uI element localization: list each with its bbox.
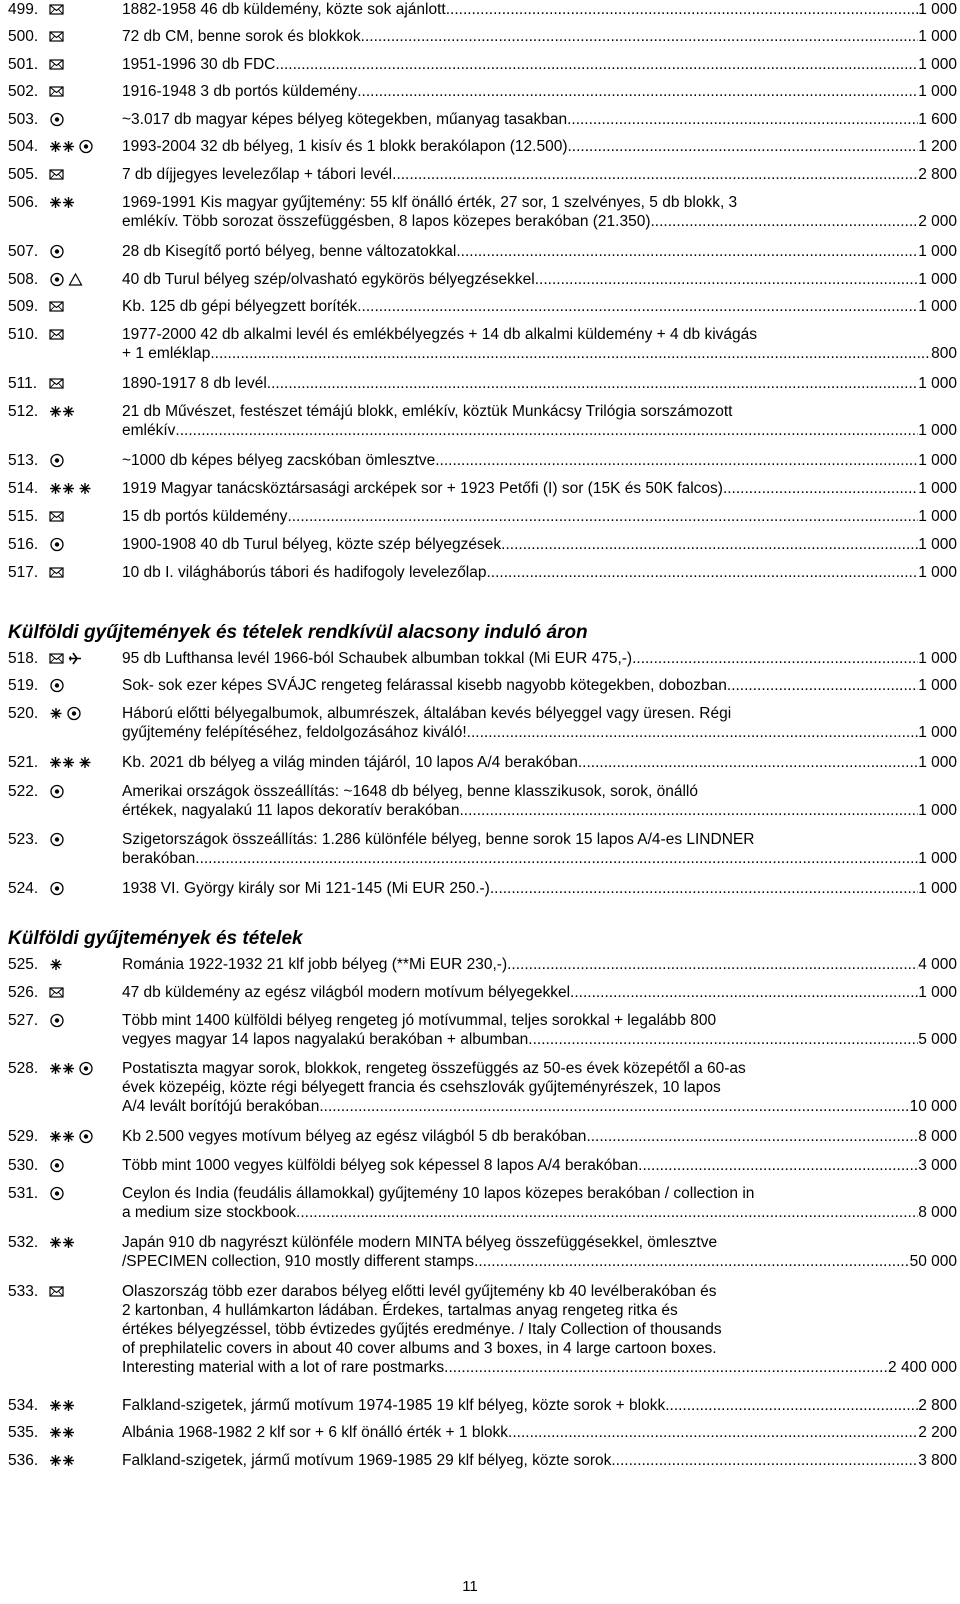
lot-description-line: a medium size stockbook (122, 1204, 297, 1221)
lot-number: 525. (8, 956, 39, 973)
lot-number: 505. (8, 166, 39, 183)
condition-icons (49, 677, 68, 694)
dot-leader (723, 479, 918, 498)
lot-description (122, 55, 957, 74)
lot-description (122, 1011, 957, 1049)
lot-number: 529. (8, 1128, 39, 1145)
dot-leader (449, 1358, 889, 1377)
lot-description-line: évek közepéig, közte régi bélyegett francia és csehszlovák gyűjteményrészek, 10 lapos (122, 1079, 721, 1096)
dot-leader (456, 242, 918, 261)
lot-description-line: Ceylon és India (feudális államokkal) gyűjtemény 10 lapos közepes berakóban / collection in (122, 1185, 755, 1202)
condition-icons (49, 138, 97, 155)
lot-description (122, 1282, 957, 1377)
lot-description-line: 1919 Magyar tanácsköztársasági arcképek sor + 1923 Petőfi (I) sor (15K és 50K falcos) (122, 480, 723, 497)
lot-description-line: Postatiszta magyar sorok, blokkok, rengeteg összefüggés az 50-es évek közepétől a 60-as (122, 1060, 746, 1077)
dot-leader (567, 110, 918, 129)
lot-price: 8 000 (918, 1204, 957, 1221)
lot-description (122, 507, 957, 526)
lot-number: 513. (8, 452, 39, 469)
lot-price: 2 000 (918, 213, 957, 230)
lot-description (122, 137, 957, 156)
mint-stamp-icon (49, 1060, 75, 1076)
condition-icons (49, 1128, 97, 1145)
lot-price: 2 400 000 (888, 1359, 957, 1376)
dot-leader (275, 55, 918, 74)
dot-leader (632, 649, 918, 668)
dot-leader (490, 879, 918, 898)
lot-price: 50 000 (909, 1253, 957, 1270)
lot-description-line: ~3.017 db magyar képes bélyeg kötegekben, műanyag tasakban (122, 111, 568, 128)
lot-number: 518. (8, 650, 39, 667)
condition-icons (49, 243, 68, 260)
lot-price: 2 800 (918, 166, 957, 183)
lot-number: 511. (8, 375, 38, 392)
lot-price: 800 (931, 345, 957, 362)
lot-description-line: Kb 2.500 vegyes motívum bélyeg az egész világból 5 db berakóban (122, 1128, 587, 1145)
lot-number: 517. (8, 564, 39, 581)
lot-number: 535. (8, 1424, 39, 1441)
hinged-stamp-icon (78, 480, 92, 496)
lot-price: 5 000 (918, 1031, 957, 1048)
lot-number: 502. (8, 83, 39, 100)
mint-stamp-icon (49, 754, 75, 770)
lot-price: 1 000 (918, 452, 957, 469)
lot-number: 501. (8, 56, 39, 73)
lot-number: 531. (8, 1185, 39, 1202)
lot-description (122, 1451, 957, 1470)
lot-number: 514. (8, 480, 39, 497)
dot-leader (535, 270, 918, 289)
lot-description-line: Kb. 125 db gépi bélyegzett boríték (122, 298, 358, 315)
lot-price: 1 000 (918, 880, 957, 897)
lot-description-line: of prephilatelic covers in about 40 cover albums and 3 boxes, in 4 large cartoon boxes. (122, 1340, 717, 1357)
lot-description (122, 1396, 957, 1415)
mint-stamp-icon (49, 480, 75, 496)
mint-stamp-icon (49, 1452, 75, 1468)
dot-leader (650, 212, 918, 231)
lot-description (122, 983, 957, 1002)
lot-number: 527. (8, 1012, 39, 1029)
lot-description (122, 704, 957, 742)
lot-number: 504. (8, 138, 39, 155)
lot-description (122, 753, 957, 772)
lot-number: 522. (8, 783, 39, 800)
airmail-plane-icon (67, 650, 83, 666)
lot-price: 1 000 (918, 271, 957, 288)
lot-price: 2 800 (918, 1397, 957, 1414)
lot-description-line: 21 db Művészet, festészet témájú blokk, emlékív, köztük Munkácsy Trilógia sorszámozott (122, 403, 733, 420)
lot-description (122, 270, 957, 289)
dot-leader (586, 1127, 918, 1146)
lot-price: 1 000 (918, 564, 957, 581)
lot-price: 3 000 (918, 1157, 957, 1174)
dot-leader (474, 1252, 910, 1271)
lot-number: 510. (8, 326, 39, 343)
lot-description-line: Olaszország több ezer darabos bélyeg előtti levél gyűjtemény kb 40 levélberakóban és (122, 1283, 717, 1300)
condition-icons (49, 564, 67, 581)
condition-icons (49, 536, 68, 553)
lot-description-line: 1890-1917 8 db levél (122, 375, 267, 392)
lot-description-line: Japán 910 db nagyrészt különféle modern MINTA bélyeg összefüggésekkel, ömlesztve (122, 1234, 718, 1251)
lot-description-line: A/4 levált borítójú berakóban (122, 1098, 320, 1115)
lot-price: 1 000 (918, 536, 957, 553)
lot-description (122, 402, 957, 440)
lot-description-line: 1969-1991 Kis magyar gyűjtemény: 55 klf önálló érték, 27 sor, 1 szelvényes, 5 db blokk, 3 (122, 194, 738, 211)
lot-description (122, 830, 957, 868)
condition-icons (49, 1060, 97, 1077)
lot-description-line: 28 db Kisegítő portó bélyeg, benne változatokkal (122, 243, 457, 260)
lot-description-line: /SPECIMEN collection, 910 mostly different stamps (122, 1253, 475, 1270)
lot-description (122, 479, 957, 498)
lot-number: 516. (8, 536, 39, 553)
lot-description-line: 47 db küldemény az egész világból modern motívum bélyegekkel (122, 984, 571, 1001)
dot-leader (319, 1097, 909, 1116)
lot-description-line: Több mint 1000 vegyes külföldi bélyeg sok képessel 8 lapos A/4 berakóban (122, 1157, 639, 1174)
condition-icons (49, 1185, 68, 1202)
used-stamp-icon (49, 1012, 65, 1028)
dot-leader (578, 753, 918, 772)
dot-leader (568, 137, 919, 156)
used-stamp-icon (49, 111, 65, 127)
lot-description-line: Interesting material with a lot of rare postmarks. (122, 1359, 449, 1376)
lot-description-line: Amerikai országok összeállítás: ~1648 db bélyeg, benne klasszikusok, sorok, önálló (122, 783, 698, 800)
condition-icons (49, 783, 68, 800)
dot-leader (392, 165, 918, 184)
lot-number: 528. (8, 1060, 39, 1077)
lot-description-line: Falkland-szigetek, jármű motívum 1974-1985 19 klf bélyeg, közte sorok + blokk (122, 1397, 666, 1414)
lot-description-line: + 1 emléklap (122, 345, 211, 362)
used-stamp-icon (49, 880, 65, 896)
condition-icons (49, 1012, 68, 1029)
lot-description-line: 1900-1908 40 db Turul bélyeg, közte szép bélyegzések (122, 536, 502, 553)
lot-number: 526. (8, 984, 39, 1001)
lot-description (122, 563, 957, 582)
lot-description-line: Háború előtti bélyegalbumok, albumrészek, általában kevés bélyeggel vagy üresen. Régi (122, 705, 732, 722)
lot-price: 1 000 (918, 480, 957, 497)
lot-description-line: Több mint 1400 külföldi bélyeg rengeteg jó motívummal, teljes sorokkal + legalább 800 (122, 1012, 717, 1029)
lot-description-line: értékek, nagyalakú 11 lapos dekoratív berakóban (122, 802, 460, 819)
dot-leader (267, 374, 918, 393)
used-stamp-icon (78, 1060, 94, 1076)
condition-icons (49, 452, 68, 469)
dot-leader (195, 849, 918, 868)
condition-icons (49, 1452, 78, 1469)
lot-number: 530. (8, 1157, 39, 1174)
lot-number: 536. (8, 1452, 39, 1469)
lot-description-line: ~1000 db képes bélyeg zacskóban ömlesztve (122, 452, 436, 469)
lot-description-line: Sok- sok ezer képes SVÁJC rengeteg felárassal kisebb nagyobb kötegekben, dobozban (122, 677, 727, 694)
envelope-icon (49, 28, 64, 44)
condition-icons (49, 28, 67, 45)
lot-description-line: 1951-1996 30 db FDC (122, 56, 276, 73)
lot-description (122, 955, 957, 974)
lot-description (122, 242, 957, 261)
used-stamp-icon (78, 1128, 94, 1144)
used-stamp-icon (49, 831, 65, 847)
lot-number: 515. (8, 508, 39, 525)
envelope-icon (49, 83, 64, 99)
lot-description-line: 7 db díjjegyes levelezőlap + tábori levél (122, 166, 393, 183)
condition-icons (49, 56, 67, 73)
lot-description-line: 72 db CM, benne sorok és blokkok (122, 28, 361, 45)
lot-number: 503. (8, 111, 39, 128)
lot-description (122, 535, 957, 554)
condition-icons (49, 166, 67, 183)
lot-description (122, 1156, 957, 1175)
lot-description-line: 10 db I. világháborús tábori és hadifogoly levelezőlap (122, 564, 487, 581)
lot-price: 1 000 (918, 754, 957, 771)
condition-icons (49, 754, 95, 771)
lot-description-line: 1916-1948 3 db portós küldemény (122, 83, 358, 100)
lot-price: 1 000 (918, 802, 957, 819)
lot-description-line: Albánia 1968-1982 2 klf sor + 6 klf önálló érték + 1 blokk (122, 1424, 509, 1441)
lot-price: 1 200 (918, 138, 957, 155)
condition-icons (49, 83, 67, 100)
dot-leader (508, 1423, 918, 1442)
dot-leader (665, 1396, 918, 1415)
condition-icons (49, 1, 67, 18)
envelope-icon (49, 564, 64, 580)
lot-description (122, 782, 957, 820)
lot-number: 533. (8, 1283, 39, 1300)
lot-description-line: 1882-1958 46 db küldemény, közte sok ajánlott (122, 1, 446, 18)
condition-icons (49, 1397, 78, 1414)
dot-leader (727, 676, 918, 695)
lot-description-line: emlékív (122, 422, 176, 439)
condition-icons (49, 1234, 78, 1251)
envelope-icon (49, 375, 64, 391)
condition-icons (49, 1283, 67, 1300)
lot-description-line: Kb. 2021 db bélyeg a világ minden tájáról, 10 lapos A/4 berakóban (122, 754, 578, 771)
triangle-icon (68, 271, 83, 287)
envelope-icon (49, 56, 64, 72)
dot-leader (210, 344, 931, 363)
hinged-stamp-icon (49, 705, 63, 721)
lot-price: 10 000 (909, 1098, 957, 1115)
envelope-icon (49, 166, 64, 182)
lot-description-line: Szigetországok összeállítás: 1.286 különféle bélyeg, benne sorok 15 lapos A/4-es LINDNER (122, 831, 755, 848)
mint-stamp-icon (49, 1424, 75, 1440)
condition-icons (49, 831, 68, 848)
lot-price: 8 000 (918, 1128, 957, 1145)
lot-price: 1 000 (918, 650, 957, 667)
envelope-icon (49, 508, 64, 524)
lot-number: 534. (8, 1397, 39, 1414)
lot-price: 1 000 (918, 850, 957, 867)
lot-description-line: értékes bélyegzéssel, több évtizedes gyűjtés eredménye. / Italy Collection of thousands (122, 1321, 722, 1338)
mint-stamp-icon (49, 403, 75, 419)
lot-description (122, 27, 957, 46)
condition-icons (49, 298, 67, 315)
lot-price: 1 000 (918, 28, 957, 45)
lot-description-line: Románia 1922-1932 21 klf jobb bélyeg (**Mi EUR 230,-) (122, 956, 508, 973)
condition-icons (49, 375, 67, 392)
dot-leader (611, 1451, 918, 1470)
lot-description-line: 1938 VI. György király sor Mi 121-145 (Mi EUR 250.-) (122, 880, 490, 897)
lot-number: 508. (8, 271, 39, 288)
dot-leader (528, 1030, 918, 1049)
lot-number: 521. (8, 754, 39, 771)
lot-description (122, 193, 957, 231)
lot-price: 1 000 (918, 298, 957, 315)
lot-price: 1 000 (918, 243, 957, 260)
envelope-icon (49, 984, 64, 1000)
mint-stamp-icon (49, 1128, 75, 1144)
envelope-icon (49, 298, 64, 314)
lot-description (122, 1059, 957, 1116)
lot-description-line: 40 db Turul bélyeg szép/olvasható egykörös bélyegzésekkel (122, 271, 535, 288)
dot-leader (487, 563, 919, 582)
lot-description-line: Falkland-szigetek, jármű motívum 1969-1985 29 klf bélyeg, közte sorok (122, 1452, 612, 1469)
mint-stamp-icon (49, 1234, 75, 1250)
lot-description (122, 0, 957, 19)
lot-description-line: 2 kartonban, 4 hullámkarton ládában. Érdekes, tartalmas anyag rengeteg ritka és (122, 1302, 678, 1319)
used-stamp-icon (49, 452, 65, 468)
dot-leader (287, 507, 918, 526)
condition-icons (49, 650, 86, 667)
lot-number: 506. (8, 194, 39, 211)
lot-description (122, 82, 957, 101)
condition-icons (49, 403, 78, 420)
lot-description-line: emlékív. Több sorozat összefüggésben, 8 lapos közepes berakóban (21.350) (122, 213, 651, 230)
dot-leader (357, 297, 918, 316)
dot-leader (446, 0, 918, 19)
lot-description (122, 297, 957, 316)
lot-description (122, 676, 957, 695)
condition-icons (49, 111, 68, 128)
lot-price: 1 600 (918, 111, 957, 128)
mint-stamp-icon (49, 138, 75, 154)
condition-icons (49, 956, 66, 973)
lot-number: 499. (8, 1, 39, 18)
lot-description-line: vegyes magyar 14 lapos nagyalakú berakóban + albumban (122, 1031, 529, 1048)
hinged-stamp-icon (49, 956, 63, 972)
lot-description (122, 374, 957, 393)
lot-description (122, 1233, 957, 1271)
dot-leader (175, 421, 918, 440)
used-stamp-icon (49, 677, 65, 693)
used-stamp-icon (49, 536, 65, 552)
dot-leader (460, 801, 919, 820)
condition-icons (49, 194, 78, 211)
lot-price: 4 000 (918, 956, 957, 973)
used-stamp-icon (49, 1157, 65, 1173)
lot-description-line: berakóban (122, 850, 196, 867)
lot-number: 507. (8, 243, 39, 260)
lot-description (122, 879, 957, 898)
condition-icons (49, 271, 86, 288)
condition-icons (49, 508, 67, 525)
used-stamp-icon (49, 271, 65, 287)
lot-description (122, 1423, 957, 1442)
lot-description (122, 451, 957, 470)
lot-description-line: 1993-2004 32 db bélyeg, 1 kisív és 1 blokk berakólapon (12.500) (122, 138, 568, 155)
lot-price: 1 000 (918, 83, 957, 100)
used-stamp-icon (49, 1185, 65, 1201)
envelope-icon (49, 1283, 64, 1299)
section-heading: Külföldi gyűjtemények és tételek (8, 928, 303, 949)
lot-price: 1 000 (918, 422, 957, 439)
page-number: 11 (462, 1578, 478, 1595)
lot-price: 2 200 (918, 1424, 957, 1441)
lot-description-line: 15 db portós küldemény (122, 508, 288, 525)
used-stamp-icon (49, 243, 65, 259)
condition-icons (49, 984, 67, 1001)
lot-number: 523. (8, 831, 39, 848)
dot-leader (501, 535, 918, 554)
lot-price: 1 000 (918, 677, 957, 694)
lot-description-line: gyűjtemény felépítéséhez, feldolgozásához kiváló! (122, 724, 467, 741)
lot-description (122, 325, 957, 363)
condition-icons (49, 705, 85, 722)
lot-price: 1 000 (918, 1, 957, 18)
used-stamp-icon (49, 783, 65, 799)
used-stamp-icon (78, 138, 94, 154)
dot-leader (467, 723, 919, 742)
lot-description (122, 165, 957, 184)
condition-icons (49, 480, 95, 497)
envelope-icon (49, 326, 64, 342)
lot-number: 519. (8, 677, 39, 694)
used-stamp-icon (66, 705, 82, 721)
mint-stamp-icon (49, 194, 75, 210)
lot-number: 532. (8, 1234, 39, 1251)
lot-number: 512. (8, 403, 39, 420)
envelope-icon (49, 1, 64, 17)
lot-price: 1 000 (918, 56, 957, 73)
dot-leader (507, 955, 918, 974)
section-heading: Külföldi gyűjtemények és tételek rendkívül alacsony induló áron (8, 622, 588, 643)
lot-description (122, 649, 957, 668)
lot-number: 500. (8, 28, 39, 45)
dot-leader (570, 983, 918, 1002)
mint-stamp-icon (49, 1397, 75, 1413)
lot-price: 3 800 (918, 1452, 957, 1469)
condition-icons (49, 880, 68, 897)
lot-price: 1 000 (918, 984, 957, 1001)
condition-icons (49, 1424, 78, 1441)
lot-description (122, 1184, 957, 1222)
lot-description-line: 1977-2000 42 db alkalmi levél és emlékbélyegzés + 14 db alkalmi küldemény + 4 db kivágás (122, 326, 758, 343)
hinged-stamp-icon (78, 754, 92, 770)
dot-leader (361, 27, 919, 46)
lot-price: 1 000 (918, 375, 957, 392)
dot-leader (296, 1203, 918, 1222)
lot-number: 520. (8, 705, 39, 722)
condition-icons (49, 326, 67, 343)
lot-price: 1 000 (918, 508, 957, 525)
dot-leader (435, 451, 918, 470)
dot-leader (357, 82, 918, 101)
lot-description-line: 95 db Lufthansa levél 1966-ból Schaubek albumban tokkal (Mi EUR 475,-) (122, 650, 633, 667)
dot-leader (638, 1156, 918, 1175)
condition-icons (49, 1157, 68, 1174)
envelope-icon (49, 650, 64, 666)
lot-description (122, 110, 957, 129)
lot-price: 1 000 (918, 724, 957, 741)
lot-description (122, 1127, 957, 1146)
lot-number: 509. (8, 298, 39, 315)
lot-number: 524. (8, 880, 39, 897)
